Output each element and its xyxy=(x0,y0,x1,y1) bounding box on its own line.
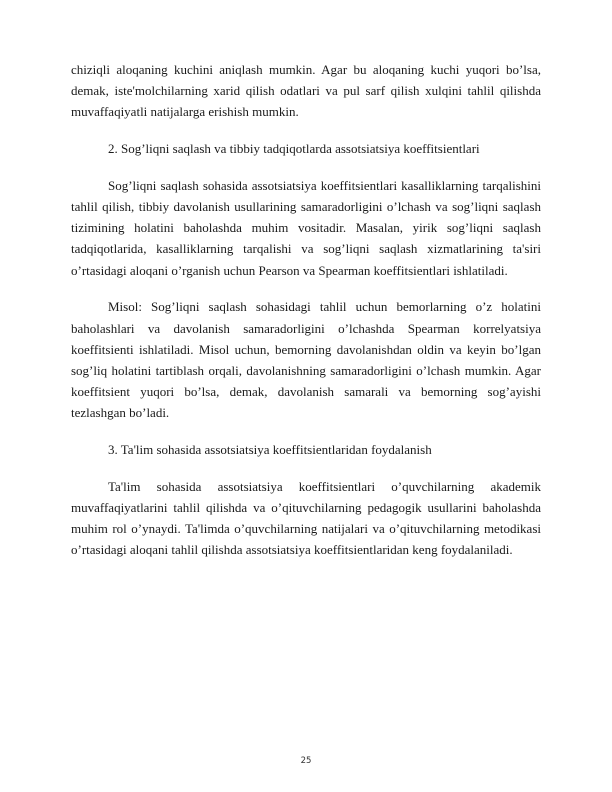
paragraph-health-coefficients: Sog’liqni saqlash sohasida assotsiatsiya koeffitsientlari kasalliklarning tarqalishini tahlil qilish, tibbiy davolanish usullarining samaradorligini o’lchash va sog’liqni saqlash tizimining holatini baholashda muhim vositadir. Masalan, yirik sog’liqni saqlash tadqiqotlarida, kasalliklarning tarqalishi va sog’liqni saqlash xizmatlarining ta'siri o’rtasidagi aloqani o’rganish uchun Pearson va Spearman koeffitsientlari ishlatiladi. xyxy=(71,177,541,278)
page-body xyxy=(71,59,541,576)
section-heading-health: 2. Sog’liqni saqlash va tibbiy tadqiqotlarda assotsiatsiya koeffitsientlari xyxy=(108,141,480,157)
page-number: 25 xyxy=(300,756,312,766)
paragraph-education: Ta'lim sohasida assotsiatsiya koeffitsientlari o’quvchilarning akademik muvaffaqiyatlarini tahlil qilishda va o’qituvchilarning pedagogik usullarini baholashda muhim rol o’ynaydi. Ta'limda o’quvchilarning natijalari va o’qituvchilarning metodikasi o’rtasidagi aloqani tahlil qilishda assotsiatsiya koeffitsientlaridan keng foydalaniladi. xyxy=(71,478,541,558)
paragraph-health-example: Misol: Sog’liqni saqlash sohasidagi tahlil uchun bemorlarning o’z holatini baholashlari va davolanish samaradorligini o’lchashda Spearman korrelyatsiya koeffitsienti ishlatiladi. Misol uchun, bemorning davolanishdan oldin va keyin bo’lgan sog’liq holatini tartiblash orqali, davolanishning samaradorligini o’lchash mumkin. Agar koeffitsient yuqori bo’lsa, demak, davolanish samarali va bemorning sog’ayishi tezlashgan bo’ladi. xyxy=(71,299,541,421)
section-heading-education: 3. Ta'lim sohasida assotsiatsiya koeffitsientlaridan foydalanish xyxy=(108,442,432,458)
paragraph-continuation: chiziqli aloqaning kuchini aniqlash mumkin. Agar bu aloqaning kuchi yuqori bo’lsa, demak, iste'molchilarning xarid qilish odatlari va pul sarf qilish xulqini tahlil qilishda muvaffaqiyatli natijalarga erishish mumkin. xyxy=(71,62,541,120)
